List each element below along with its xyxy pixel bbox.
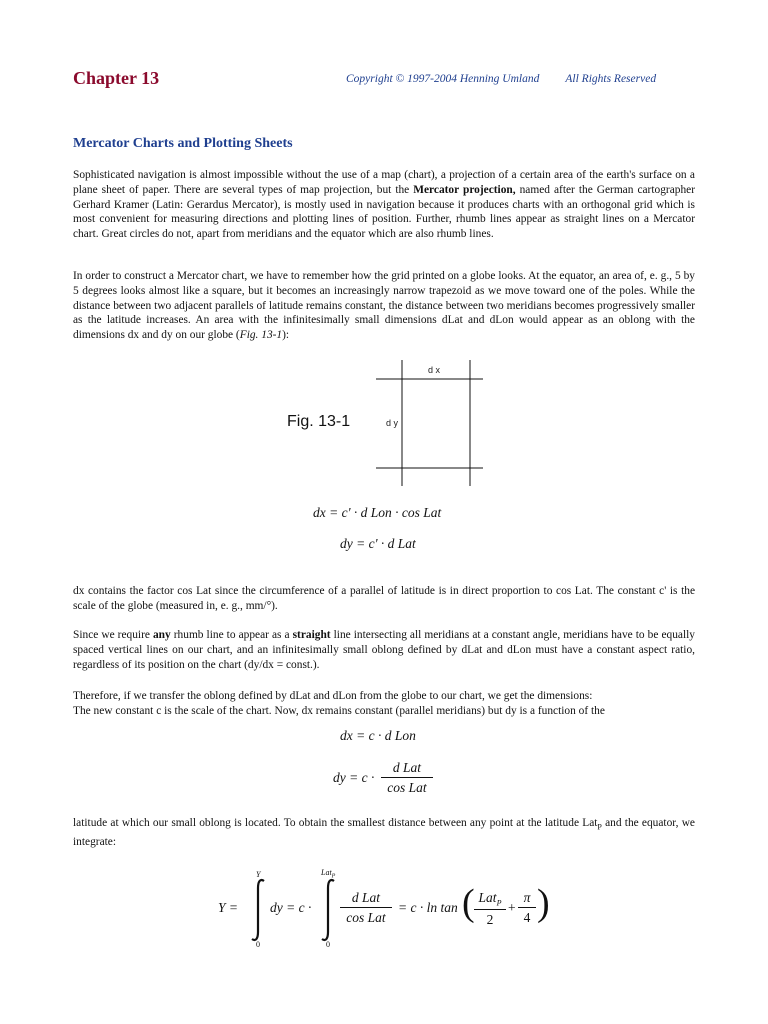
numerator-text: Lat [478,890,497,905]
fraction-denominator: 2 [486,911,494,927]
paren-fraction-1 [474,890,506,928]
left-paren-icon: ( [462,882,475,924]
plus-sign: + [508,900,516,915]
paragraph-rhumb-line [73,628,695,672]
upper-limit-text: Lat [321,868,332,877]
paragraph-text: latitude at which our small oblong is located. To obtain the smallest distance between any point at the latitude Lat [73,817,598,829]
copyright-line [346,73,656,85]
paren-fraction-2 [518,890,536,926]
figure-reference: Fig. 13-1 [239,329,283,342]
paragraph-text: In order to construct a Mercator chart, we have to remember how the grid printed on a globe looks. At the equator, an area of, e. g., 5 by 5 degrees looks almost like a square, but it becomes an increasingly narrow trapezoid as we move toward one of the poles. While the distance between two adjacent parallels of latitude remains constant, the distance between two meridians becomes progressively smaller as the latitude increases. An area with the infinitesimally small dimensions dLat and dLon would appear as an oblong with the dimensions dx and dy on our globe ( [73,270,695,342]
integral-1-lower-limit: 0 [256,940,260,949]
integral-sign-1 [248,878,270,942]
integral-2-fraction [340,890,392,926]
paragraph-text: line intersecting all meridians at a constant angle, meridians have to be equally spaced vertical lines on our chart, and an infinitesimally small oblong defined by dLat and dLon must have a constant aspect ratio, regardless of its position on the chart (dy/dx = const.). [73,629,695,671]
copyright-text: Copyright © 1997-2004 Henning Umland [346,73,540,85]
fraction-numerator [474,890,506,910]
equation-dy-globe: dy = c' · d Lat [340,536,416,551]
paragraph-text: ): [282,329,290,342]
paragraph-cos-lat: dx contains the factor cos Lat since the circumference of a parallel of latitude is in direct proportion to cos Lat. The constant c' is the scale of the globe (measured in, e. g., mm/°). [73,585,695,612]
fraction-numerator: d Lat [381,760,433,778]
paragraph-line: Therefore, if we transfer the oblong defined by dLat and dLon from the globe to our chart, we get the dimensions: [73,690,593,702]
paragraph-integrate [73,816,695,850]
bold-term: Mercator projection, [413,183,516,196]
paragraph-text: rhumb line to appear as a [170,629,293,641]
fraction-numerator: d Lat [340,890,392,908]
subscript-p: P [597,822,602,832]
paragraph-text: Since we require [73,629,153,641]
fraction-numerator: π [518,890,536,908]
dx-label: d x [428,365,441,375]
integral-lhs: Y = [218,900,238,915]
paragraph-text: named after the German cartographer Gerhard Kramer (Latin: Gerardus Mercator), is mostly used in navigation because it produces charts with an orthogonal grid which is most convenient for measuring directions and plotting lines of position. Further, rhumb lines appear as straight lines on a Mercator chart. Great circles do not, apart from meridians and the equator which are also rhumb lines. [73,183,695,241]
integral-1-upper-limit: Y [256,870,261,879]
paragraph-intro [73,168,695,242]
upper-limit-subscript: P [331,873,336,880]
paragraph-text: Sophisticated navigation is almost impossible without the use of a map (chart), a projection of a certain area of the earth's surface on a plane sheet of paper. There are several types of map projection, but the [73,169,695,196]
fraction-denominator: cos Lat [346,910,386,925]
equation-dx-globe: dx = c' · d Lon · cos Lat [313,505,442,520]
bold-term: any [152,629,171,641]
figure-label: Fig. 13-1 [287,413,351,430]
equation-dx-chart: dx = c · d Lon [340,728,416,743]
integral-rhs: = c · ln tan [398,900,458,915]
integral-1-body: dy = c · [270,900,312,915]
fraction-denominator: 4 [523,910,531,925]
right-paren-icon: ) [537,882,550,924]
rights-text: All Rights Reserved [565,73,657,85]
numerator-subscript: P [496,898,502,908]
paragraph-line: The new constant c is the scale of the chart. Now, dx remains constant (parallel meridians) but dy is a function of the [73,704,605,717]
paragraph-globe-grid [73,269,695,343]
dy-label: d y [386,418,399,428]
paragraph-transfer [73,689,695,719]
fraction-denominator: cos Lat [387,780,427,795]
chapter-heading: Chapter 13 [73,68,160,88]
equation-dy-chart-lhs: dy = c · [333,770,375,785]
bold-term: straight [292,629,331,641]
equation-dy-chart-fraction [381,760,433,796]
section-title: Mercator Charts and Plotting Sheets [73,136,293,151]
paragraph-text: and the equator, we integrate: [73,817,695,849]
integral-2-lower-limit: 0 [326,940,330,949]
integral-sign-2 [318,878,340,942]
